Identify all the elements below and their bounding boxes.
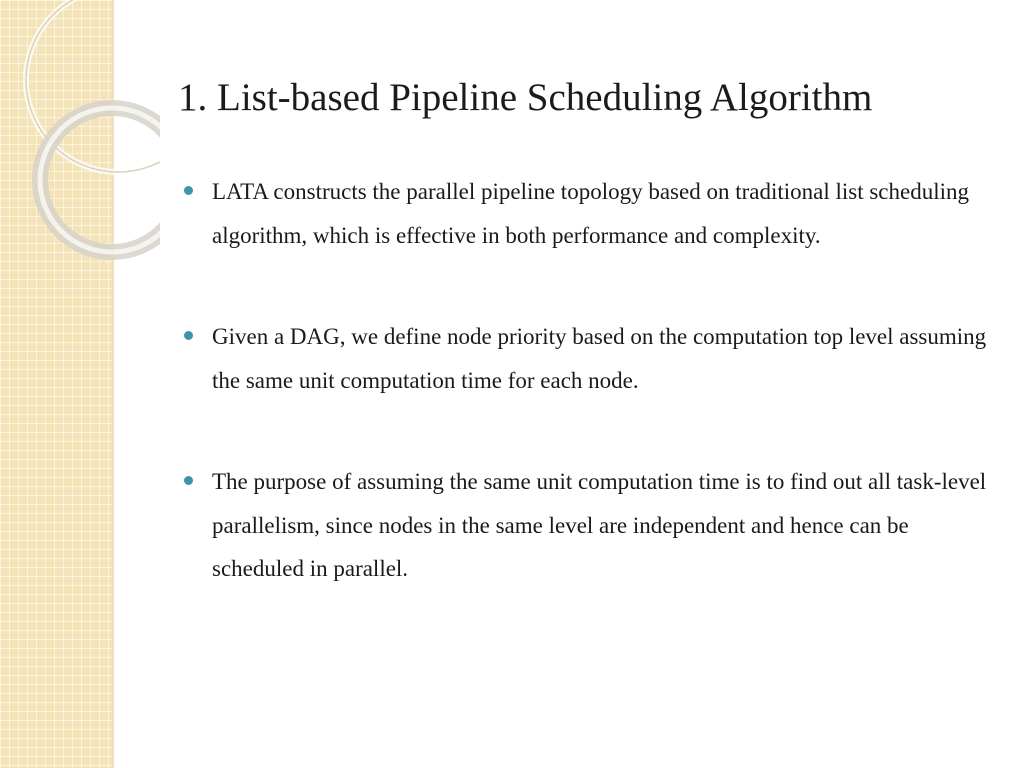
bullet-dot-icon [184,476,193,485]
bullet-text: LATA constructs the parallel pipeline topology based on traditional list scheduling algorithm, which is effective in both performance and complexity. [212,179,970,248]
bullet-text: Given a DAG, we define node priority based on the computation top level assuming the same unit computation time for each node. [212,324,987,393]
bullet-text: The purpose of assuming the same unit computation time is to find out all task-level parallelism, since nodes in the same level are independent and hence can be scheduled in parallel. [212,469,987,581]
bullet-list [212,170,992,649]
bullet-item [212,460,992,591]
decorative-rings-icon [0,0,160,260]
bullet-item [212,170,992,257]
bullet-item [212,315,992,402]
bullet-dot-icon [184,186,193,195]
slide-title: 1. List-based Pipeline Scheduling Algorithm [178,76,873,119]
bullet-dot-icon [184,331,193,340]
